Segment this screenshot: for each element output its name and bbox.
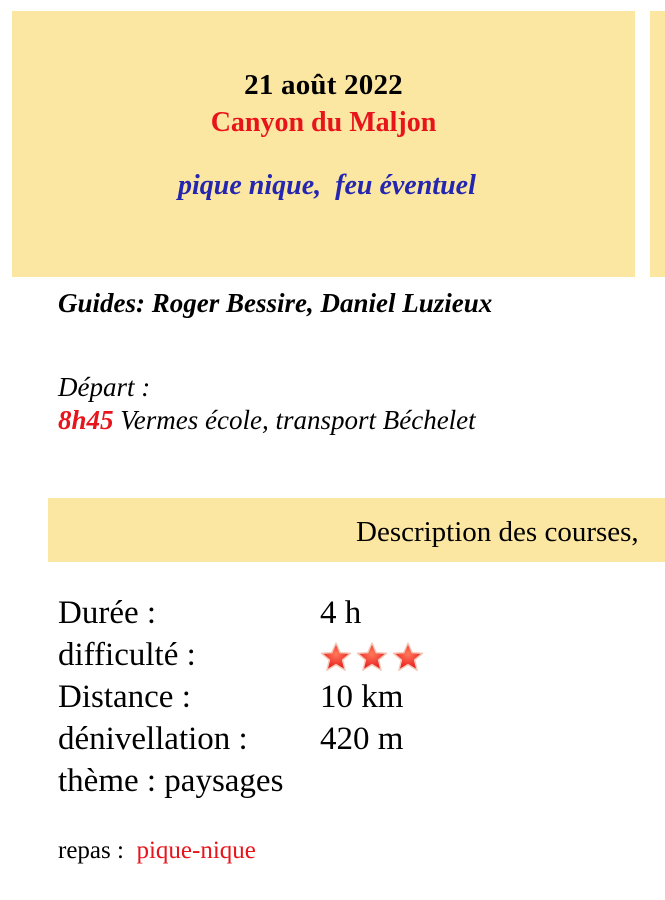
star-icon <box>320 641 352 673</box>
depart-details: Vermes école, transport Béchelet <box>120 405 476 435</box>
difficulte-label: difficulté : <box>58 637 196 673</box>
guides-line: Guides: Roger Bessire, Daniel Luzieux <box>58 288 493 318</box>
denivellation-label: dénivellation : <box>58 721 248 757</box>
description-heading: Description des courses, <box>356 516 639 548</box>
duree-value: 4 h <box>320 595 362 631</box>
depart-time: 8h45 <box>58 405 114 435</box>
event-title: Canyon du Maljon <box>210 107 437 138</box>
repas-value: pique-nique <box>136 837 256 864</box>
theme-text: thème : paysages <box>58 763 284 799</box>
depart-line <box>58 405 476 436</box>
difficulty-rating <box>320 641 424 673</box>
repas-label: repas : <box>58 837 137 864</box>
star-icon <box>356 641 388 673</box>
adjacent-panel-edge <box>650 11 665 277</box>
event-date: 21 août 2022 <box>244 69 403 101</box>
distance-label: Distance : <box>58 679 191 715</box>
duree-label: Durée : <box>58 595 157 631</box>
repas-line <box>58 837 256 865</box>
distance-value: 10 km <box>320 679 404 715</box>
event-note: pique nique, feu éventuel <box>178 170 476 201</box>
description-bar <box>48 498 665 562</box>
denivellation-value: 420 m <box>320 721 404 757</box>
event-header-panel <box>12 11 635 277</box>
star-icon <box>392 641 424 673</box>
depart-label: Départ : <box>58 372 151 402</box>
